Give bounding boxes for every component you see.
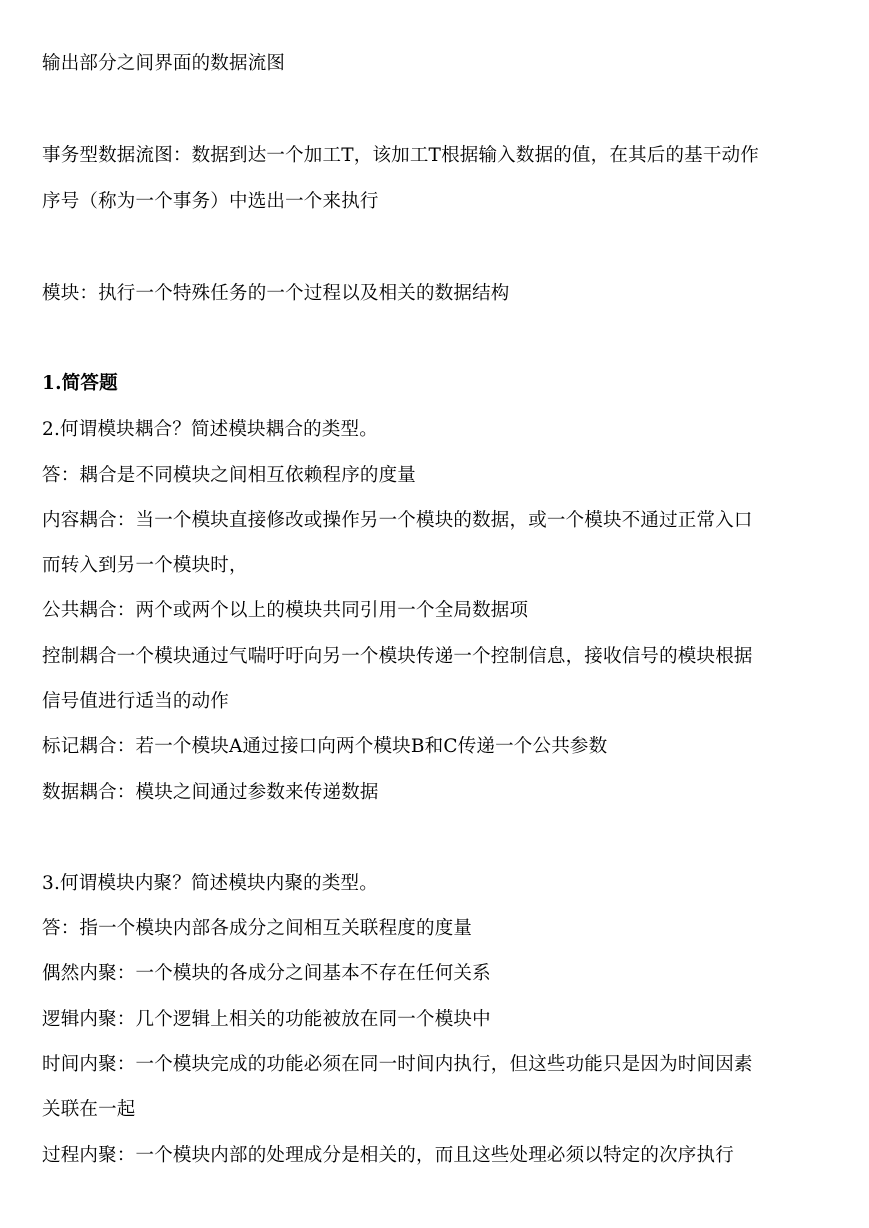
temporal-cohesion-line-1: 时间内聚：一个模块完成的功能必须在同一时间内执行，但这些功能只是因为时间因素 (42, 1054, 753, 1075)
common-coupling: 公共耦合：两个或两个以上的模块共同引用一个全局数据项 (42, 600, 529, 621)
section-heading: 1.简答题 (42, 373, 118, 394)
stamp-coupling: 标记耦合：若一个模块A通过接口向两个模块B和C传递一个公共参数 (42, 736, 608, 757)
temporal-cohesion-line-2: 关联在一起 (42, 1099, 136, 1120)
coincidental-cohesion: 偶然内聚：一个模块的各成分之间基本不存在任何关系 (42, 963, 491, 984)
content-coupling-line-1: 内容耦合：当一个模块直接修改或操作另一个模块的数据，或一个模块不通过正常入口 (42, 510, 753, 531)
procedural-cohesion: 过程内聚：一个模块内部的处理成分是相关的，而且这些处理必须以特定的次序执行 (42, 1145, 734, 1166)
data-coupling: 数据耦合：模块之间通过参数来传递数据 (42, 782, 379, 803)
question-3: 3.何谓模块内聚？简述模块内聚的类型。 (42, 873, 378, 894)
question-2: 2.何谓模块耦合？简述模块耦合的类型。 (42, 419, 378, 440)
answer-3: 答：指一个模块内部各成分之间相互关联程度的度量 (42, 918, 473, 939)
text-line-dataflow-interface: 输出部分之间界面的数据流图 (42, 53, 286, 74)
content-coupling-line-2: 而转入到另一个模块时， (42, 555, 248, 576)
logical-cohesion: 逻辑内聚：几个逻辑上相关的功能被放在同一个模块中 (42, 1009, 491, 1030)
text-line-transaction-dataflow-1: 事务型数据流图：数据到达一个加工T，该加工T根据输入数据的值，在其后的基干动作 (42, 145, 759, 166)
control-coupling-line-2: 信号值进行适当的动作 (42, 691, 230, 712)
text-line-module-definition: 模块：执行一个特殊任务的一个过程以及相关的数据结构 (42, 283, 510, 304)
text-line-transaction-dataflow-2: 序号（称为一个事务）中选出一个来执行 (42, 191, 379, 212)
answer-2: 答：耦合是不同模块之间相互依赖程序的度量 (42, 465, 417, 486)
control-coupling-line-1: 控制耦合一个模块通过气喘吁吁向另一个模块传递一个控制信息，接收信号的模块根据 (42, 646, 753, 667)
